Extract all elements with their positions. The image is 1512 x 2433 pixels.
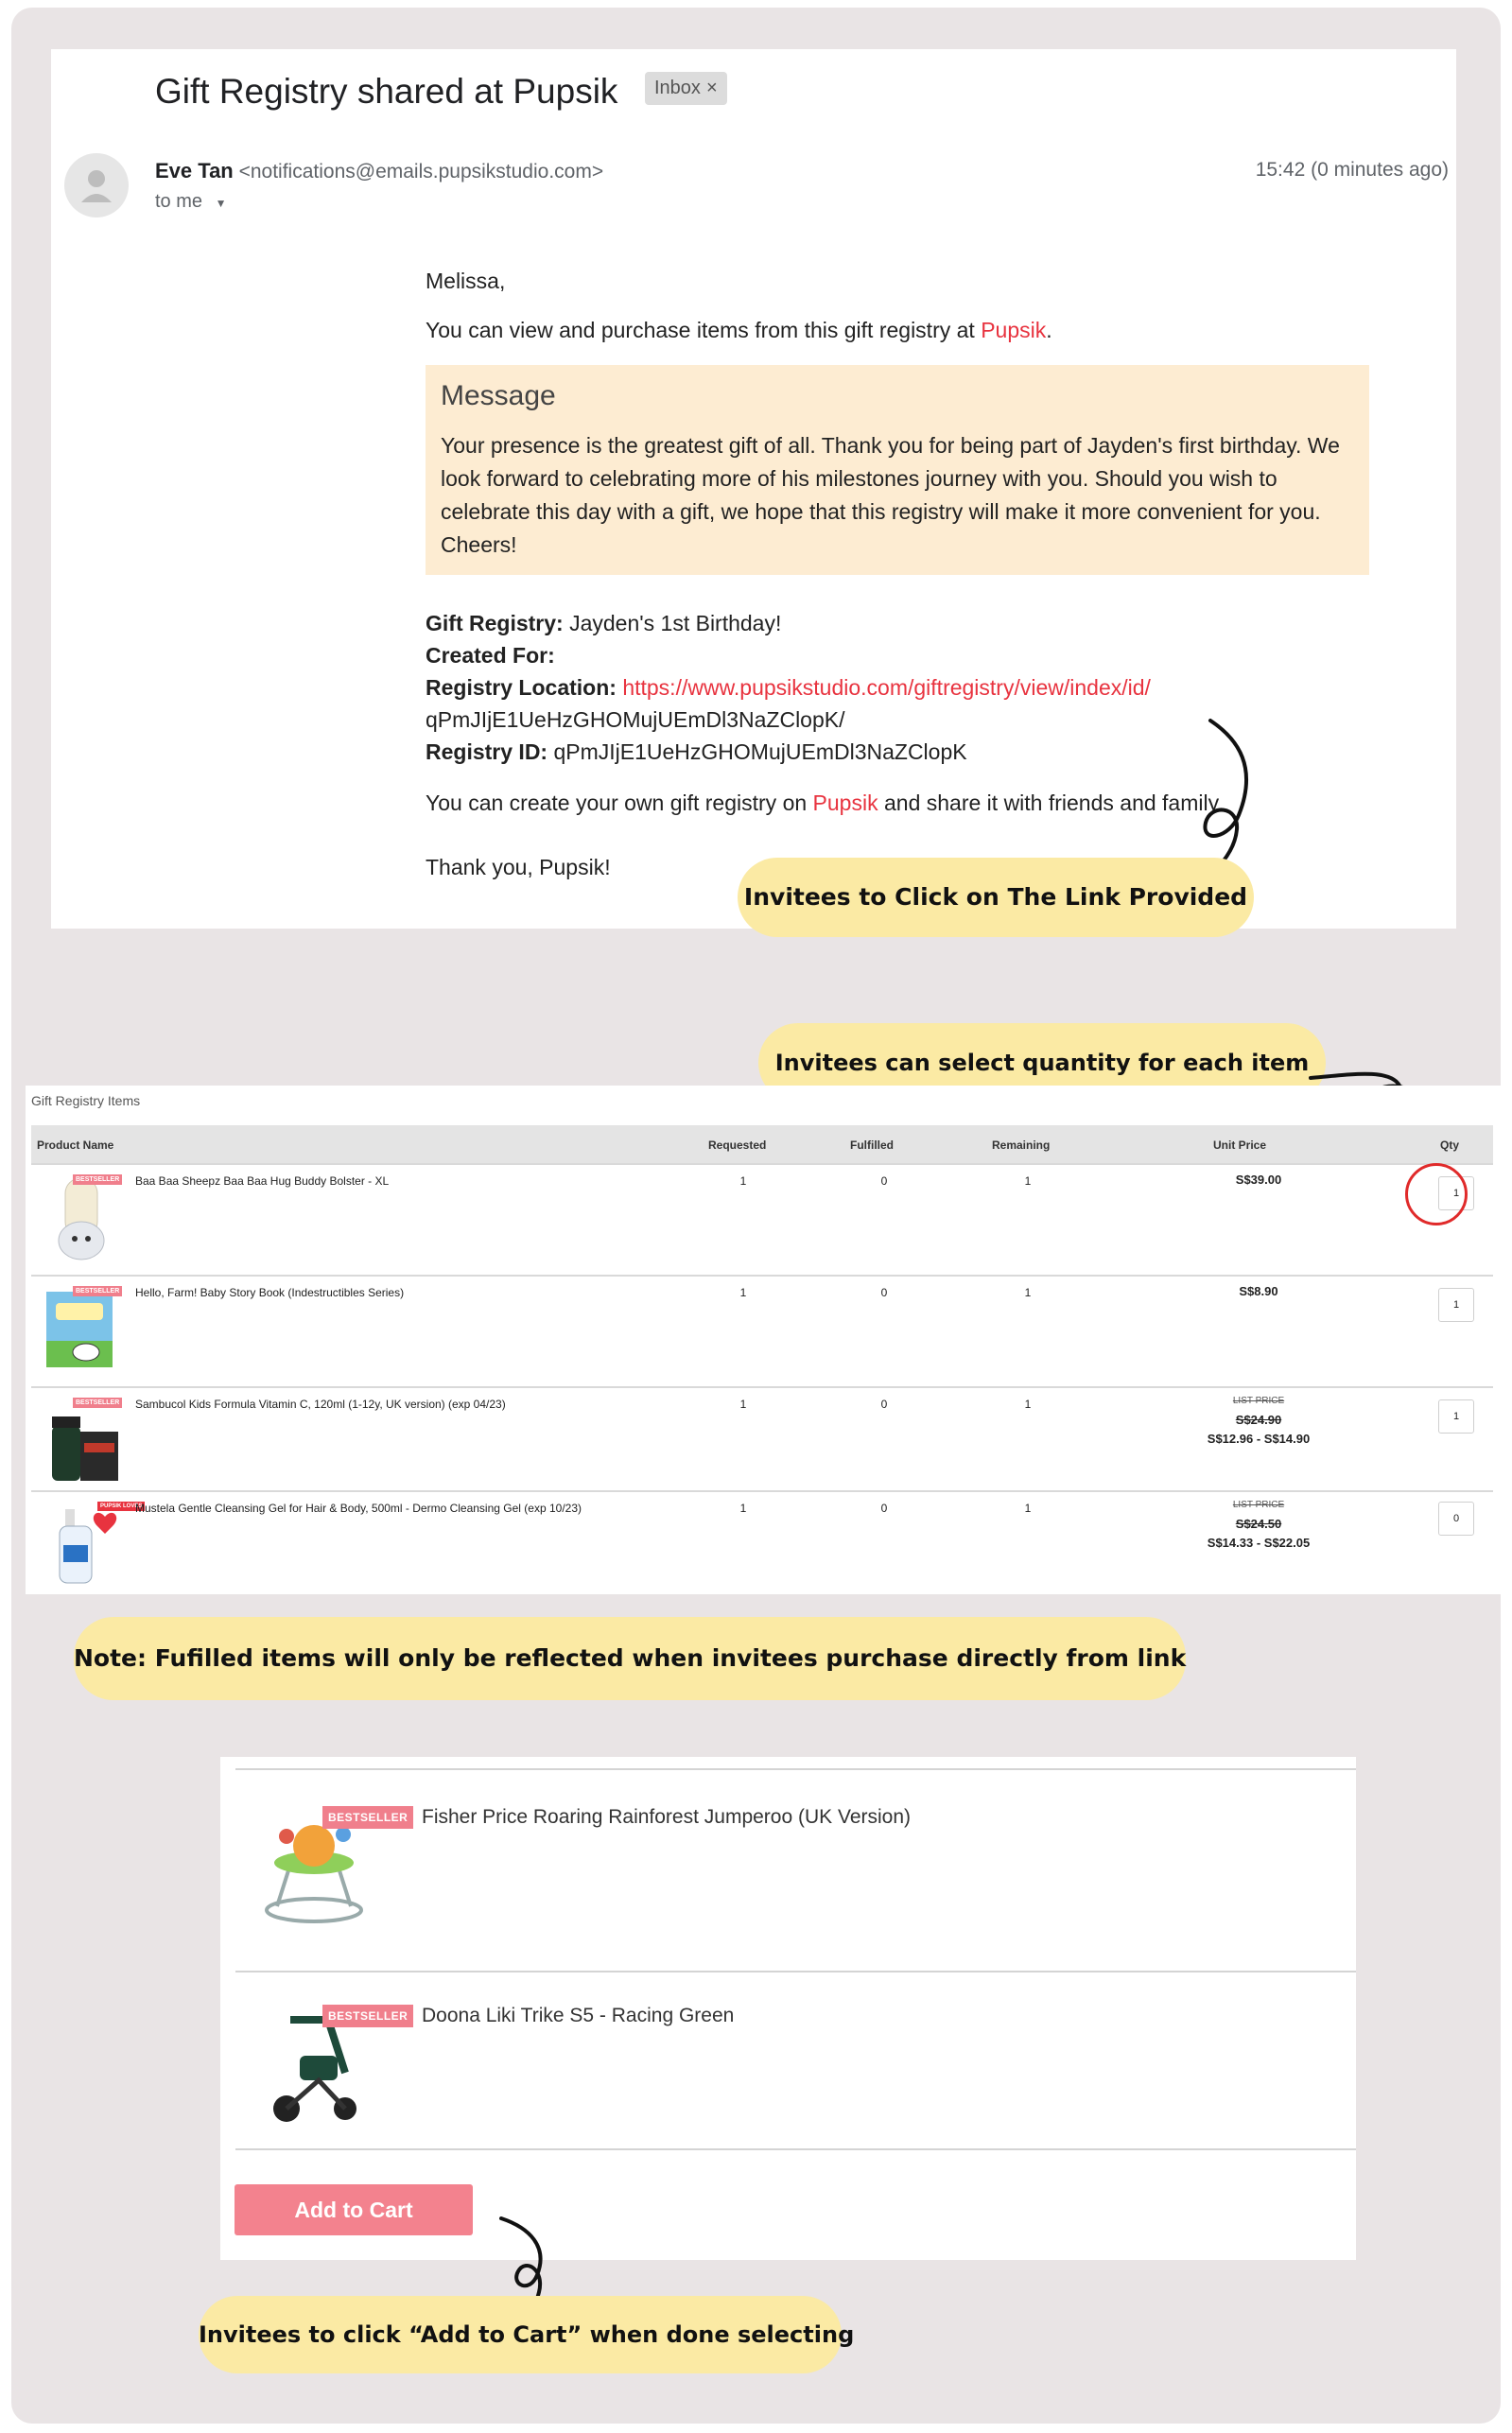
- registry-location-link[interactable]: https://www.pupsikstudio.com/giftregistry/view/index/id/: [622, 675, 1151, 700]
- callout-select-qty: Invitees can select quantity for each item: [758, 1023, 1326, 1103]
- unit-price-block: [1202, 1496, 1315, 1553]
- gift-registry-table: [26, 1086, 1503, 1594]
- product-image[interactable]: [39, 1282, 133, 1377]
- unit-price: S$8.90: [1239, 1284, 1278, 1298]
- recipient-dropdown[interactable]: [155, 191, 226, 213]
- divider: [235, 1971, 1356, 1972]
- intro-period: .: [1046, 318, 1052, 342]
- message-title: Message: [441, 380, 556, 411]
- registry-name-label: Gift Registry:: [426, 611, 564, 635]
- qty-input[interactable]: 1: [1438, 1399, 1474, 1434]
- registry-location-link-cont[interactable]: qPmJIjE1UeHzGHOMujUEmDl3NaZClopK/: [426, 707, 845, 732]
- product-image[interactable]: [39, 1498, 133, 1592]
- column-header-remaining: Remaining: [992, 1138, 1051, 1152]
- bestseller-badge: BESTSELLER: [73, 1286, 122, 1296]
- message-box: [426, 365, 1369, 575]
- bestseller-badge: BESTSELLER: [322, 2005, 413, 2027]
- message-text: Your presence is the greatest gift of all. Thank you for being part of Jayden's first birthday. We look forward to celebrating more of his milestones journey with you. Should you wish to celebrate this day with a gift, we hope that this registry will make it more convenient for you. Cheers!: [441, 433, 1340, 557]
- unit-price: S$12.96 - S$14.90: [1207, 1432, 1311, 1446]
- inbox-label: Inbox: [654, 78, 701, 98]
- create-text-end: and share it with friends and family.: [883, 791, 1224, 815]
- created-for-line: [426, 643, 555, 669]
- registry-id-value: qPmJIjE1UeHzGHOMujUEmDl3NaZClopK: [553, 739, 967, 764]
- qty-input[interactable]: 1: [1438, 1288, 1474, 1322]
- email-time: 15:42 (0 minutes ago): [1255, 159, 1449, 181]
- pupsik-loves-badge: PUPSIK LOVES: [97, 1502, 145, 1511]
- cart-item-name[interactable]: Fisher Price Roaring Rainforest Jumperoo (UK Version): [422, 1806, 912, 1828]
- product-image[interactable]: [39, 1394, 133, 1488]
- avatar: [64, 153, 129, 217]
- callout-note: Note: Fufilled items will only be reflected when invitees purchase directly from link: [74, 1617, 1186, 1700]
- registry-location-label: Registry Location:: [426, 675, 617, 700]
- column-header-product: Product Name: [37, 1138, 114, 1152]
- greeting: Melissa,: [426, 269, 506, 293]
- registry-name-line: [426, 611, 781, 636]
- requested-value: 1: [739, 1398, 747, 1411]
- fulfilled-value: 0: [880, 1286, 888, 1299]
- requested-value: 1: [739, 1286, 747, 1299]
- cart-card: [220, 1757, 1356, 2260]
- qty-input[interactable]: 0: [1438, 1502, 1474, 1536]
- registry-name-value: Jayden's 1st Birthday!: [569, 611, 782, 635]
- add-to-cart-button[interactable]: Add to Cart: [235, 2184, 473, 2235]
- product-name[interactable]: Sambucol Kids Formula Vitamin C, 120ml (1-12y, UK version) (exp 04/23): [135, 1398, 506, 1411]
- requested-value: 1: [739, 1174, 747, 1188]
- registry-id-line: [426, 739, 967, 765]
- fulfilled-value: 0: [880, 1502, 888, 1515]
- sender-email: <notifications@emails.pupsikstudio.com>: [238, 161, 604, 182]
- fulfilled-value: 0: [880, 1398, 888, 1411]
- row-divider: [31, 1163, 1493, 1165]
- divider: [235, 1768, 1356, 1770]
- signoff: Thank you, Pupsik!: [426, 855, 611, 879]
- list-price: S$24.50: [1235, 1517, 1282, 1531]
- close-icon[interactable]: ×: [705, 78, 718, 98]
- product-image[interactable]: [39, 1171, 133, 1265]
- callout-add-to-cart: Invitees to click “Add to Cart” when done selecting: [199, 2296, 842, 2373]
- remaining-value: 1: [1024, 1174, 1032, 1188]
- callout-click-link: Invitees to Click on The Link Provided: [738, 858, 1254, 937]
- row-divider: [31, 1275, 1493, 1277]
- registry-id-label: Registry ID:: [426, 739, 548, 764]
- column-header-qty: Qty: [1440, 1138, 1460, 1152]
- pupsik-link[interactable]: Pupsik: [981, 318, 1047, 342]
- cart-item-name[interactable]: Doona Liki Trike S5 - Racing Green: [422, 2005, 735, 2026]
- list-price-label: LIST PRICE: [1232, 1396, 1285, 1406]
- requested-value: 1: [739, 1502, 747, 1515]
- bestseller-badge: BESTSELLER: [322, 1806, 413, 1829]
- intro-line: [426, 318, 1052, 343]
- column-header-unit-price: Unit Price: [1213, 1138, 1267, 1152]
- divider: [235, 2148, 1356, 2150]
- pupsik-link-2[interactable]: Pupsik: [812, 791, 878, 815]
- sender-name: Eve Tan: [155, 159, 234, 182]
- product-name[interactable]: Baa Baa Sheepz Baa Baa Hug Buddy Bolster - XL: [135, 1174, 390, 1188]
- row-divider: [31, 1490, 1493, 1492]
- create-registry-line: [426, 791, 1224, 816]
- unit-price-block: [1202, 1392, 1315, 1449]
- intro-text: You can view and purchase items from this gift registry at: [426, 318, 975, 342]
- sender-line: [155, 159, 603, 183]
- bestseller-badge: BESTSELLER: [73, 1398, 122, 1408]
- remaining-value: 1: [1024, 1286, 1032, 1299]
- chevron-down-icon[interactable]: ▼: [215, 197, 227, 210]
- unit-price: S$39.00: [1235, 1173, 1282, 1187]
- created-for-label: Created For:: [426, 643, 555, 668]
- registry-location-line: [426, 675, 1151, 701]
- column-header-requested: Requested: [708, 1138, 767, 1152]
- bestseller-badge: BESTSELLER: [73, 1174, 122, 1185]
- remaining-value: 1: [1024, 1398, 1032, 1411]
- list-price: S$24.90: [1235, 1413, 1282, 1427]
- fulfilled-value: 0: [880, 1174, 888, 1188]
- table-header: [31, 1125, 1493, 1163]
- qty-input[interactable]: 1: [1438, 1176, 1474, 1210]
- remaining-value: 1: [1024, 1502, 1032, 1515]
- product-name[interactable]: Hello, Farm! Baby Story Book (Indestructibles Series): [135, 1286, 405, 1299]
- recipient-label: to me: [155, 191, 203, 212]
- table-title: Gift Registry Items: [31, 1093, 141, 1108]
- create-text: You can create your own gift registry on: [426, 791, 808, 815]
- column-header-fulfilled: Fulfilled: [850, 1138, 894, 1152]
- inbox-label-chip[interactable]: [645, 72, 727, 105]
- list-price-label: LIST PRICE: [1232, 1500, 1285, 1510]
- email-subject: Gift Registry shared at Pupsik: [155, 72, 618, 111]
- row-divider: [31, 1386, 1493, 1388]
- unit-price: S$14.33 - S$22.05: [1207, 1536, 1311, 1550]
- product-name[interactable]: Mustela Gentle Cleansing Gel for Hair & Body, 500ml - Dermo Cleansing Gel (exp 10/23): [135, 1502, 582, 1515]
- highlight-circle: [1405, 1163, 1468, 1225]
